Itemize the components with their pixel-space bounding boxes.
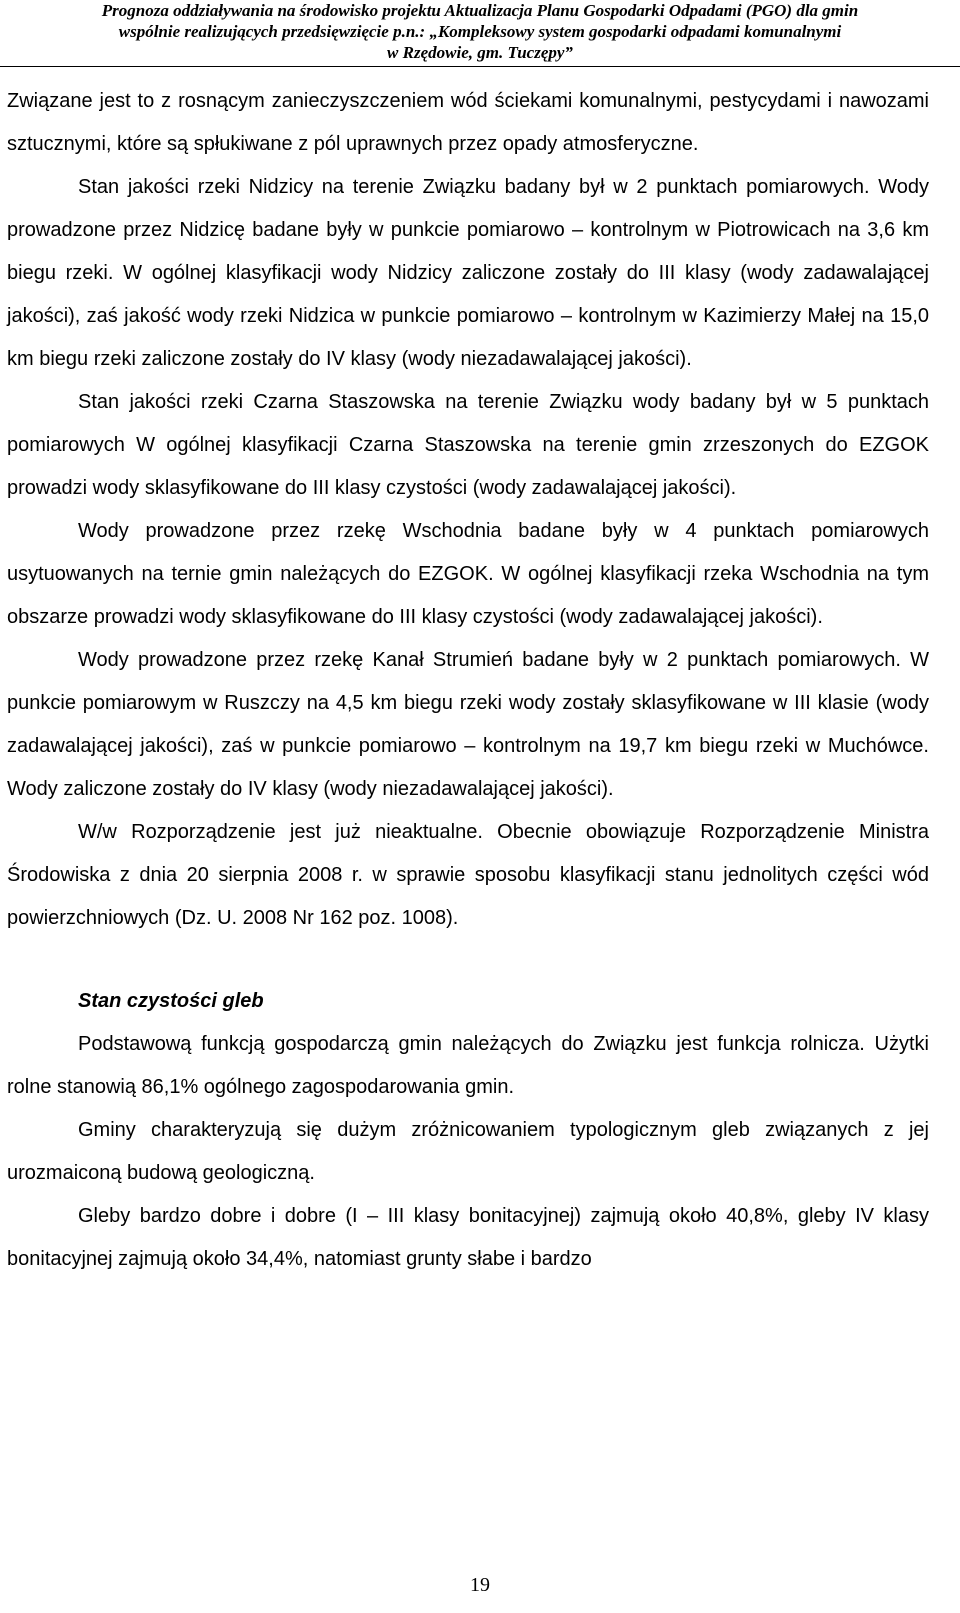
header-line-1: Prognoza oddziaływania na środowisko projektu Aktualizacja Planu Gospodarki Odpadami (PGO) dla gmin	[101, 1, 859, 20]
section-heading-soil-cleanliness: Stan czystości gleb	[78, 990, 264, 1012]
document-body	[7, 80, 929, 1281]
paragraph-water-pollution-cause: Związane jest to z rosnącym zanieczyszczeniem wód ściekami komunalnymi, pestycydami i nawozami sztucznymi, które są spłukiwane z pól uprawnych przez opady atmosferyczne.	[7, 90, 929, 155]
paragraph-czarna-staszowska-quality: Stan jakości rzeki Czarna Staszowska na terenie Związku wody badany był w 5 punktach pomiarowych W ogólnej klasyfikacji Czarna Staszowska na terenie gmin zrzeszonych do EZGOK prowadzi wody sklasyfikowane do III klasy czystości (wody zadawalającej jakości).	[7, 391, 929, 499]
page-number: 19	[470, 1574, 490, 1596]
header-line-2: wspólnie realizujących przedsięwzięcie p.n.: „Kompleksowy system gospodarki odpadami komunalnymi	[118, 22, 842, 41]
paragraph-wschodnia-quality: Wody prowadzone przez rzekę Wschodnia badane były w 4 punktach pomiarowych usytuowanych na ternie gmin należących do EZGOK. W ogólnej klasyfikacji rzeka Wschodnia na tym obszarze prowadzi wody sklasyfikowane do III klasy czystości (wody zadawalającej jakości).	[7, 520, 929, 628]
paragraph-regulation-note: W/w Rozporządzenie jest już nieaktualne. Obecnie obowiązuje Rozporządzenie Ministra Środowiska z dnia 20 sierpnia 2008 r. w sprawie sposobu klasyfikacji stanu jednolitych części wód powierzchniowych (Dz. U. 2008 Nr 162 poz. 1008).	[7, 821, 929, 929]
running-header	[0, 0, 960, 63]
paragraph-soil-diversity: Gminy charakteryzują się dużym zróżnicowaniem typologicznym gleb związanych z jej urozmaiconą budową geologiczną.	[7, 1119, 929, 1184]
paragraph-kanal-strumien-quality: Wody prowadzone przez rzekę Kanał Strumień badane były w 2 punktach pomiarowych. W punkcie pomiarowym w Ruszczy na 4,5 km biegu rzeki wody zostały sklasyfikowane w III klasie (wody zadawalającej jakości), zaś w punkcie pomiarowo – kontrolnym na 19,7 km biegu rzeki w Muchówce. Wody zaliczone zostały do IV klasy (wody niezadawalającej jakości).	[7, 649, 929, 800]
header-divider	[0, 66, 960, 67]
paragraph-soil-classes: Gleby bardzo dobre i dobre (I – III klasy bonitacyjnej) zajmują około 40,8%, gleby IV klasy bonitacyjnej zajmują około 34,4%, natomiast grunty słabe i bardzo	[7, 1205, 929, 1270]
paragraph-agricultural-function: Podstawową funkcją gospodarczą gmin należących do Związku jest funkcja rolnicza. Użytki rolne stanowią 86,1% ogólnego zagospodarowania gmin.	[7, 1033, 929, 1098]
header-line-3: w Rzędowie, gm. Tuczępy”	[387, 43, 573, 62]
paragraph-nidzica-quality: Stan jakości rzeki Nidzicy na terenie Związku badany był w 2 punktach pomiarowych. Wody prowadzone przez Nidzicę badane były w punkcie pomiarowo – kontrolnym w Piotrowicach na 3,6 km biegu rzeki. W ogólnej klasyfikacji wody Nidzicy zaliczone zostały do III klasy (wody zadawalającej jakości), zaś jakość wody rzeki Nidzica w punkcie pomiarowo – kontrolnym w Kazimierzy Małej na 15,0 km biegu rzeki zaliczone zostały do IV klasy (wody niezadawalającej jakości).	[7, 176, 929, 370]
